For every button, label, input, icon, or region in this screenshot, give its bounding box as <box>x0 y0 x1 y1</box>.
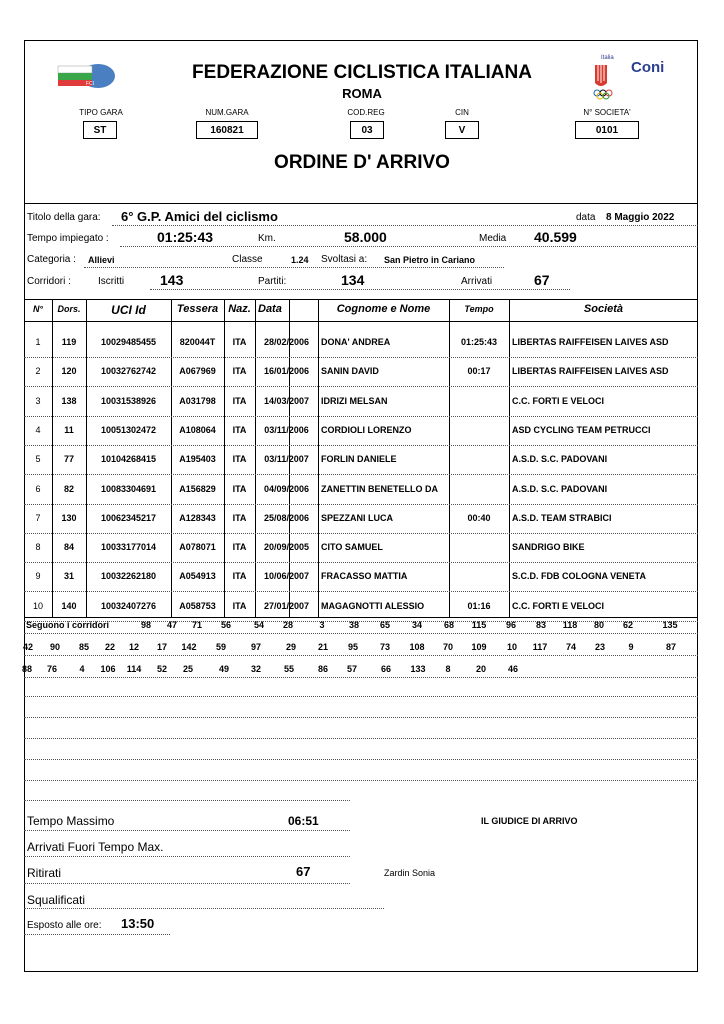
cell-tessera: A078071 <box>179 542 216 553</box>
col-header-data: Data <box>258 303 282 315</box>
time-value: 01:25:43 <box>157 229 214 245</box>
follower-number: 52 <box>156 664 167 674</box>
cell-data: 03/11/2007 <box>264 454 309 465</box>
follower-number: 80 <box>593 620 604 630</box>
cell-naz: ITA <box>232 337 247 347</box>
follower-number: 9 <box>628 642 634 652</box>
retired-value: 67 <box>296 864 311 879</box>
cell-naz: ITA <box>232 542 247 553</box>
cell-uci: 10051302472 <box>100 424 157 435</box>
coni-logo-small: Italia <box>601 55 614 61</box>
col-header-n: N° <box>32 304 44 314</box>
cell-n: 4 <box>35 424 41 435</box>
cell-nome: MAGAGNOTTI ALESSIO <box>321 600 425 611</box>
category-label: Categoria : <box>27 254 76 265</box>
cell-uci: 10029485455 <box>100 337 157 347</box>
cell-data: 04/09/2006 <box>263 483 310 494</box>
follower-number: 117 <box>532 642 548 652</box>
cell-data: 27/01/2007 <box>263 600 310 611</box>
race-title-label: Titolo della gara: <box>27 212 101 223</box>
cell-societa: A.S.D. TEAM STRABICI <box>512 512 612 523</box>
cell-nome: DONA' ANDREA <box>321 337 391 347</box>
follower-number: 28 <box>282 620 293 630</box>
cell-naz: ITA <box>232 366 247 377</box>
follower-number: 86 <box>317 664 328 674</box>
field-value-tipo-gara: ST <box>83 121 117 139</box>
cell-nome: SPEZZANI LUCA <box>321 512 393 523</box>
follower-number: 3 <box>319 620 325 630</box>
col-header-tessera: Tessera <box>176 303 219 315</box>
follower-number: 135 <box>662 620 678 630</box>
cell-n: 9 <box>35 571 41 582</box>
follower-number: 38 <box>348 620 359 630</box>
cell-uci: 10032762742 <box>100 366 157 377</box>
follower-number: 71 <box>191 620 202 630</box>
cell-societa: C.C. FORTI E VELOCI <box>512 600 605 611</box>
cell-naz: ITA <box>232 424 247 435</box>
cell-dors: 84 <box>63 542 74 553</box>
follower-number: 85 <box>78 642 89 652</box>
retired-label: Ritirati <box>27 866 62 880</box>
avg-label: Media <box>479 233 507 244</box>
cell-societa: A.S.D. S.C. PADOVANI <box>512 483 608 494</box>
cell-tessera: A128343 <box>179 512 216 523</box>
follower-number: 65 <box>379 620 390 630</box>
max-time-label: Tempo Massimo <box>27 814 115 828</box>
cell-dors: 138 <box>61 395 77 406</box>
max-time-value: 06:51 <box>288 814 319 828</box>
cell-uci: 10033177014 <box>100 542 157 553</box>
col-header-tempo: Tempo <box>464 304 494 314</box>
follower-number: 49 <box>218 664 229 674</box>
cell-tessera: A067969 <box>179 366 216 377</box>
follower-number: 23 <box>594 642 605 652</box>
fci-logo-text: FCI <box>86 81 95 87</box>
follower-number: 20 <box>475 664 486 674</box>
cell-n: 6 <box>35 483 41 494</box>
follower-number: 114 <box>126 664 142 674</box>
cell-uci: 10032262180 <box>100 571 157 582</box>
km-value: 58.000 <box>344 229 387 245</box>
cell-tessera: A031798 <box>179 395 216 406</box>
follower-number: 90 <box>49 642 60 652</box>
started-value: 134 <box>341 272 365 288</box>
cell-dors: 31 <box>63 571 74 582</box>
follower-number: 98 <box>140 620 151 630</box>
cell-societa: A.S.D. S.C. PADOVANI <box>512 454 608 465</box>
cell-tessera: A108064 <box>179 424 216 435</box>
follower-number: 109 <box>471 642 487 652</box>
cell-dors: 119 <box>61 337 77 347</box>
cell-tessera: A195403 <box>179 454 216 465</box>
cell-n: 1 <box>35 337 41 347</box>
arrived-label: Arrivati <box>461 276 493 287</box>
cell-societa: S.C.D. FDB COLOGNA VENETA <box>512 571 647 582</box>
follower-number: 83 <box>535 620 546 630</box>
federation-title: FEDERAZIONE CICLISTICA ITALIANA <box>192 62 532 83</box>
follower-number: 12 <box>128 642 139 652</box>
cell-uci: 10032407276 <box>100 600 157 611</box>
cell-tessera: 820044T <box>179 337 216 347</box>
cell-tempo: 01:16 <box>467 600 491 611</box>
follower-number: 118 <box>562 620 578 630</box>
cell-naz: ITA <box>232 483 247 494</box>
class-label: Classe <box>232 254 263 265</box>
race-title: 6° G.P. Amici del ciclismo <box>121 209 278 224</box>
document-frame <box>24 40 698 972</box>
col-header-societa: Società <box>583 303 624 315</box>
cell-nome: FORLIN DANIELE <box>321 454 397 465</box>
posted-time: 13:50 <box>121 916 155 931</box>
arrived-value: 67 <box>534 272 550 288</box>
field-label-cin: CIN <box>455 108 469 117</box>
follower-number: 66 <box>380 664 391 674</box>
cell-uci: 10083304691 <box>100 483 157 494</box>
cell-uci: 10031538926 <box>100 395 157 406</box>
col-header-nome: Cognome e Nome <box>336 303 431 315</box>
cell-n: 5 <box>35 454 41 465</box>
cell-nome: IDRIZI MELSAN <box>321 395 388 406</box>
followers-label: Seguono i corridori <box>26 620 110 630</box>
coni-logo-text: Coni <box>631 59 665 76</box>
header-divider <box>24 203 698 204</box>
follower-number: 95 <box>347 642 358 652</box>
follower-number: 22 <box>104 642 115 652</box>
race-date: 8 Maggio 2022 <box>606 212 675 223</box>
cell-uci: 10062345217 <box>100 512 157 523</box>
cell-tessera: A058753 <box>179 600 216 611</box>
cell-nome: SANIN DAVID <box>321 366 379 377</box>
field-value-cod-reg: 03 <box>350 121 384 139</box>
cell-data: 16/01/2006 <box>263 366 310 377</box>
follower-number: 97 <box>250 642 261 652</box>
cell-dors: 120 <box>61 366 77 377</box>
follower-number: 87 <box>665 642 676 652</box>
follower-number: 29 <box>285 642 296 652</box>
started-label: Partiti: <box>258 276 287 287</box>
posted-label: Esposto alle ore: <box>27 920 102 931</box>
follower-number: 17 <box>156 642 167 652</box>
follower-number: 74 <box>565 642 576 652</box>
follower-number: 70 <box>442 642 453 652</box>
follower-number: 10 <box>506 642 517 652</box>
cell-n: 2 <box>35 366 41 377</box>
cell-n: 10 <box>32 600 43 611</box>
follower-number: 73 <box>379 642 390 652</box>
avg-value: 40.599 <box>534 229 577 245</box>
follower-number: 133 <box>410 664 426 674</box>
cell-tempo: 01:25:43 <box>460 337 498 347</box>
location-label: Svoltasi a: <box>321 254 368 265</box>
cell-naz: ITA <box>232 600 247 611</box>
follower-number: 96 <box>505 620 516 630</box>
cell-data: 20/09/2005 <box>263 542 310 553</box>
follower-number: 54 <box>253 620 264 630</box>
field-label-tipo-gara: TIPO GARA <box>79 108 123 117</box>
cell-nome: FRACASSO MATTIA <box>321 571 408 582</box>
cell-dors: 11 <box>64 424 74 435</box>
cell-nome: ZANETTIN BENETELLO DA <box>321 483 438 494</box>
follower-number: 47 <box>166 620 177 630</box>
col-header-dors: Dors. <box>57 304 81 314</box>
follower-number: 42 <box>22 642 33 652</box>
follower-number: 32 <box>250 664 261 674</box>
cell-dors: 130 <box>61 512 77 523</box>
cell-data: 14/03/2007 <box>263 395 310 406</box>
follower-number: 142 <box>181 642 197 652</box>
cell-tessera: A156829 <box>179 483 216 494</box>
cell-tempo: 00:17 <box>467 366 491 377</box>
follower-number: 106 <box>100 664 116 674</box>
registered-label: Iscritti <box>98 276 125 287</box>
category-value: Allievi <box>88 255 115 265</box>
follower-number: 115 <box>471 620 487 630</box>
cell-tempo: 00:40 <box>467 512 491 523</box>
follower-number: 88 <box>21 664 32 674</box>
field-label-num-gara: NUM.GARA <box>205 108 249 117</box>
cell-naz: ITA <box>232 395 247 406</box>
field-label-cod-reg: COD.REG <box>347 108 385 117</box>
field-value-n-societa: 0101 <box>575 121 639 139</box>
col-header-naz: Naz. <box>228 303 251 315</box>
cell-dors: 77 <box>63 454 74 465</box>
follower-number: 57 <box>346 664 357 674</box>
cell-dors: 82 <box>63 483 74 494</box>
follower-number: 4 <box>79 664 85 674</box>
field-value-cin: V <box>445 121 479 139</box>
follower-number: 34 <box>411 620 422 630</box>
cell-naz: ITA <box>232 454 247 465</box>
follower-number: 108 <box>409 642 425 652</box>
class-value: 1.24 <box>291 255 309 265</box>
follower-number: 55 <box>283 664 294 674</box>
follower-number: 8 <box>445 664 451 674</box>
cell-n: 8 <box>35 542 41 553</box>
follower-number: 59 <box>215 642 226 652</box>
cell-n: 3 <box>35 395 41 406</box>
cell-nome: CITO SAMUEL <box>321 542 383 553</box>
location-value: San Pietro in Cariano <box>384 255 476 265</box>
document-title: ORDINE D' ARRIVO <box>274 152 450 173</box>
cell-data: 25/08/2006 <box>263 512 310 523</box>
cell-data: 03/11/2006 <box>264 424 309 435</box>
judge-name: Zardin Sonia <box>384 868 436 878</box>
follower-number: 56 <box>220 620 231 630</box>
follower-number: 62 <box>622 620 633 630</box>
cell-societa: SANDRIGO BIKE <box>512 542 585 553</box>
follower-number: 68 <box>443 620 454 630</box>
follower-number: 21 <box>317 642 328 652</box>
cell-uci: 10104268415 <box>100 454 157 465</box>
cell-societa: LIBERTAS RAIFFEISEN LAIVES ASD <box>512 337 669 347</box>
follower-number: 46 <box>507 664 518 674</box>
registered-value: 143 <box>160 272 184 288</box>
follower-number: 76 <box>46 664 57 674</box>
cell-societa: LIBERTAS RAIFFEISEN LAIVES ASD <box>512 366 669 377</box>
race-date-label: data <box>576 212 596 223</box>
cell-data: 28/02/2006 <box>263 337 310 347</box>
cell-societa: C.C. FORTI E VELOCI <box>512 395 605 406</box>
cell-nome: CORDIOLI LORENZO <box>321 424 412 435</box>
col-header-uci: UCI Id <box>111 303 146 317</box>
cell-tessera: A054913 <box>179 571 216 582</box>
city-title: ROMA <box>342 86 382 101</box>
cell-dors: 140 <box>61 600 77 611</box>
field-value-num-gara: 160821 <box>196 121 258 139</box>
judge-label: IL GIUDICE DI ARRIVO <box>481 816 578 826</box>
cell-societa: ASD CYCLING TEAM PETRUCCI <box>512 424 651 435</box>
field-label-n-societa: N° SOCIETA' <box>583 108 631 117</box>
cell-n: 7 <box>35 512 41 523</box>
cell-data: 10/06/2007 <box>263 571 310 582</box>
riders-label: Corridori : <box>27 276 71 287</box>
cell-naz: ITA <box>232 512 247 523</box>
out-of-time-label: Arrivati Fuori Tempo Max. <box>27 840 164 854</box>
km-label: Km. <box>258 233 276 244</box>
follower-number: 25 <box>182 664 193 674</box>
disqualified-label: Squalificati <box>27 893 86 907</box>
time-label: Tempo impiegato : <box>27 233 109 244</box>
cell-naz: ITA <box>232 571 247 582</box>
